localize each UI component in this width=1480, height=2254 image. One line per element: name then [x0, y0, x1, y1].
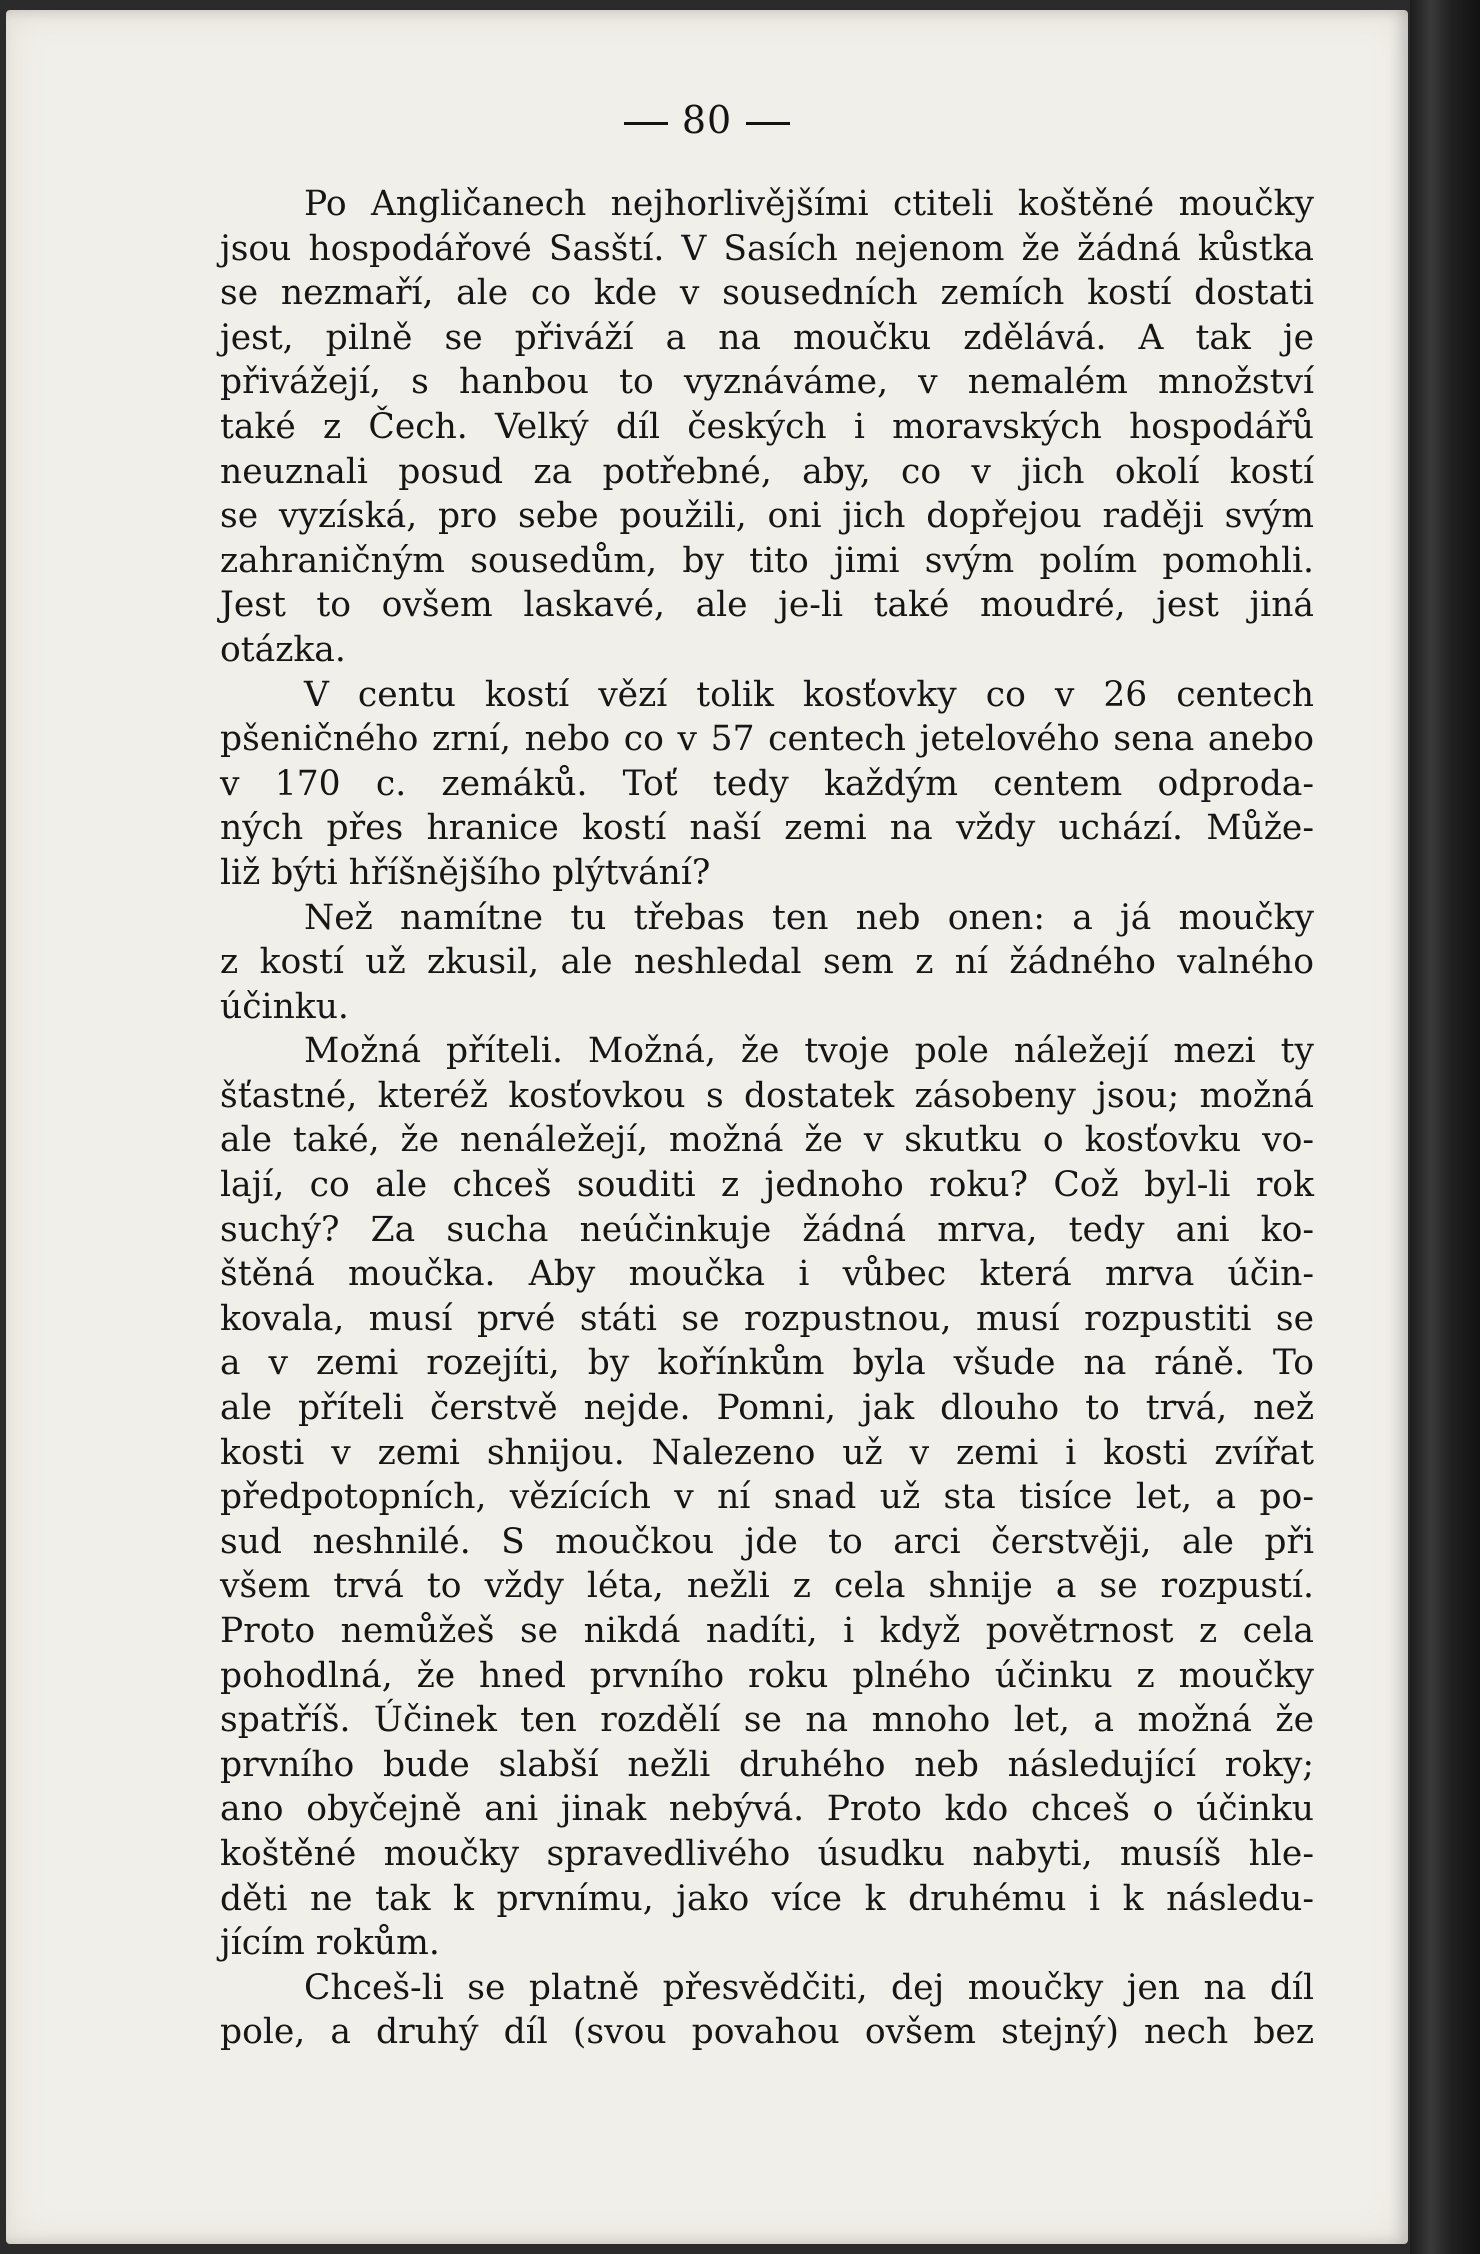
text-line: pole, a druhý díl (svou povahou ovšem stejný) nech bez [220, 2012, 1314, 2053]
text-line: a v zemi rozejíti, by kořínkům byla všude na ráně. To [220, 1343, 1314, 1384]
text-line: sud neshnilé. S moučkou jde to arci čerstvěji, ale při [220, 1521, 1314, 1562]
text-line: účinku. [220, 986, 349, 1027]
text-line: ale také, že nenáležejí, možná že v skutku o kosťovku vo- [220, 1120, 1314, 1161]
text-line: pšeničného zrní, nebo co v 57 centech jetelového sena anebo [220, 719, 1314, 760]
book-spine-shadow [1410, 0, 1480, 2254]
text-line: liž býti hříšnějšího plýtvání? [220, 852, 711, 893]
text-line: koštěné moučky spravedlivého úsudku nabyti, musíš hle- [220, 1833, 1314, 1874]
text-line: Možná příteli. Možná, že tvoje pole náležejí mezi ty [304, 1031, 1314, 1072]
text-line: se nezmaří, ale co kde v sousedních zemích kostí dostati [220, 273, 1314, 314]
text-line: prvního bude slabší nežli druhého neb následující roky; [220, 1744, 1314, 1785]
page-number [6, 98, 1408, 142]
page-number-dash-right [746, 122, 790, 125]
text-line: jícím rokům. [220, 1923, 440, 1964]
text-line: neuznali posud za potřebné, aby, co v jich okolí kostí [220, 451, 1314, 492]
text-line: V centu kostí vězí tolik kosťovky co v 26 centech [304, 674, 1314, 715]
text-line: jsou hospodářové Sasští. V Sasích nejenom že žádná kůstka [220, 228, 1314, 269]
text-line: Chceš-li se platně přesvědčiti, dej moučky jen na díl [304, 1967, 1314, 2008]
text-line: ných přes hranice kostí naší zemi na vždy uchází. Může- [220, 808, 1314, 849]
text-line: štěná moučka. Aby moučka i vůbec která mrva účin- [220, 1254, 1314, 1295]
text-line: také z Čech. Velký díl českých i moravských hospodářů [220, 406, 1314, 447]
text-line: v 170 c. zemáků. Toť tedy každým centem odproda- [220, 763, 1314, 804]
text-line: děti ne tak k prvnímu, jako více k druhému i k následu- [220, 1878, 1314, 1919]
text-line: ano obyčejně ani jinak nebývá. Proto kdo chceš o účinku [220, 1789, 1314, 1830]
page-number-value: 80 [681, 98, 733, 142]
text-line: předpotopních, vězících v ní snad už sta tisíce let, a po- [220, 1477, 1314, 1518]
text-line: Proto nemůžeš se nikdá nadíti, i když povětrnost z cela [220, 1611, 1314, 1651]
text-line: všem trvá to vždy léta, nežli z cela shnije a se rozpustí. [220, 1566, 1314, 1607]
book-page [6, 10, 1408, 2244]
text-line: ale příteli čerstvě nejde. Pomni, jak dlouho to trvá, než [220, 1388, 1314, 1429]
text-line: kovala, musí prvé státi se rozpustnou, musí rozpustiti se [220, 1298, 1314, 1339]
body-text [220, 182, 1314, 2055]
text-line: se vyzíská, pro sebe použili, oni jich dopřejou raději svým [220, 496, 1314, 537]
text-line: zahraničným sousedům, by tito jimi svým polím pomohli. [220, 540, 1314, 581]
text-line: přivážejí, s hanbou to vyznáváme, v nemalém množství [220, 362, 1314, 403]
text-line: suchý? Za sucha neúčinkuje žádná mrva, tedy ani ko- [220, 1209, 1314, 1250]
text-line: Po Angličanech nejhorlivějšími ctiteli koštěné moučky [304, 184, 1314, 224]
text-line: šťastné, kteréž kosťovkou s dostatek zásobeny jsou; možná [220, 1075, 1314, 1116]
text-line: Jest to ovšem laskavé, ale je-li také moudré, jest jiná [220, 585, 1314, 626]
text-line: kosti v zemi shnijou. Nalezeno už v zemi i kosti zvířat [220, 1432, 1314, 1473]
text-line: Než namítne tu třebas ten neb onen: a já moučky [304, 897, 1314, 938]
text-line: spatříš. Účinek ten rozdělí se na mnoho let, a možná že [220, 1700, 1314, 1741]
text-line: pohodlná, že hned prvního roku plného účinku z moučky [220, 1655, 1314, 1696]
text-line: z kostí už zkusil, ale neshledal sem z ní žádného valného [220, 942, 1314, 983]
text-line: lají, co ale chceš souditi z jednoho roku? Což byl-li rok [220, 1165, 1314, 1206]
text-line: otázka. [220, 629, 346, 670]
page-number-dash-left [624, 122, 668, 125]
text-line: jest, pilně se přiváží a na moučku zdělává. A tak je [220, 317, 1314, 358]
